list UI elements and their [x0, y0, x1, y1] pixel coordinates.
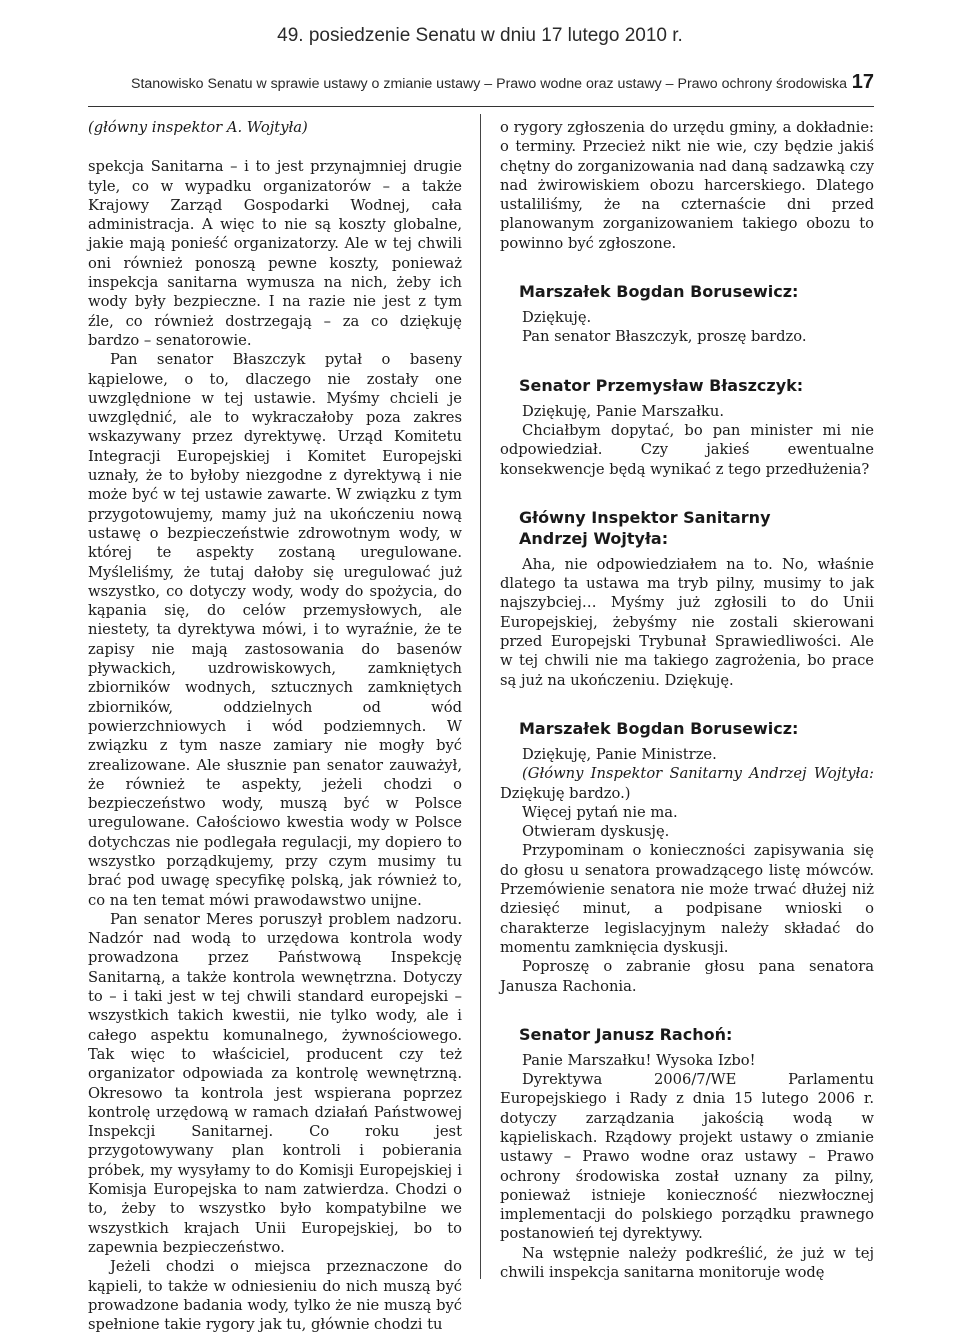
paragraph: Chciałbym dopytać, bo pan minister mi nie odpowiedział. Czy jakieś ewentualne konsekwencje będą wynikać z tego przedłużenia?	[500, 421, 874, 478]
paragraph: Pan senator Błaszczyk pytał o baseny kąpielowe, o to, dlaczego nie zostały one uwzględnione w tej ustawie. Myśmy chcieli je uwzględnić, ale to wykraczałoby poza zakres wskazywany przez dyrektywę. Urząd Komitetu Integracji Europejskiej i Komitet Europejski uznały, że to byłoby niezgodne z dyrektywą i nie może być w tej ustawie zawarte. W związku z tym przygotowujemy, mamy już na ukończeniu nową ustawę o bezpieczeństwie zdrowotnym wody, w której te aspekty zostaną uregulowane. Myśleliśmy, że tutaj dałoby się uregulować już wszystko, co dotyczy wody, wody do spożycia, do kąpania się, do celów przemysłowych, ale niestety, ta dyrektywa mówi, i to wyraźnie, że te zapisy nie mają zastosowania do basenów pływackich, uzdrowiskowych, zamkniętych zbiorników wodnych, sztucznych zamkniętych zbiorników, oddzielnych od wód powierzchniowych i wód podziemnych. W związku z tym nasze zamiary nie mogły być zrealizowane. Ale słusznie pan senator zauważył, że również te aspekty, jeżeli chodzi o bezpieczeństwo wody, muszą być w Polsce uregulowane. Całościowo kwestia wody w Polsce dotychczas nie podlegała regulacji, my dopiero to wszystko porządkujemy, przy czym musimy tu brać pod uwagę specyfikę polską, jak również to, co na ten temat mówi prawodawstwo unijne.	[88, 351, 462, 909]
paragraph: Dziękuję.	[522, 309, 592, 327]
page-number: 17	[851, 71, 874, 93]
speaker-heading: Senator Janusz Rachoń:	[519, 1024, 733, 1044]
session-title: 49. posiedzenie Senatu w dniu 17 lutego 2010 r.	[277, 25, 683, 46]
right-column	[500, 118, 874, 1282]
paragraph: Dziękuję, Panie Ministrze.	[522, 745, 717, 763]
paragraph: Otwieram dyskusję.	[522, 823, 670, 841]
header-divider	[88, 106, 874, 107]
speaker-heading: Marszałek Bogdan Borusewicz:	[519, 718, 799, 738]
paragraph: Jeżeli chodzi o miejsca przeznaczone do kąpieli, to także w odniesieniu do nich muszą być prowadzone badania wody, tylko że nie muszą być spełnione takie rygory jak tu, głównie chodzi tu	[88, 1258, 462, 1334]
speaker-heading	[519, 507, 874, 549]
speaker-heading-line: Główny Inspektor Sanitarny	[519, 507, 771, 527]
interjection-text: Dziękuję bardzo.)	[500, 784, 631, 802]
paragraph: Przypominam o konieczności zapisywania się do głosu u senatora prowadzącego listę mówców. Przemówienie senatora nie może trwać dłużej niż dziesięć minut, a podpisane wnioski o charakterze legislacyjnym należy składać do momentu zamknięcia dyskusji.	[500, 842, 874, 956]
paragraph: Pan senator Meres poruszył problem nadzoru. Nadzór nad wodą to urzędowa kontrola wody prowadzona przez Państwową Inspekcję Sanitarną, a także kontrola wewnętrzna. Dotyczy to – i taki jest w tej chwili standard europejski – wszystkich takich kwestii, nie tylko wody, ale i całego aspektu komunalnego, żywnościowego. Tak więc to właściciel, producent czy też organizator odpowiada za kontrolę wewnętrzną. Okresowo ta kontrola jest wspierana poprzez kontrolę urzędową w ramach działań Państwowej Inspekcji Sanitarnej. Co roku jest przygotowywany plan kontroli i pobierania próbek, my wysyłamy to do Komisji Europejskiej i Komisja Europejska to nam zatwierdza. Chodzi o to, żeby to wszystko było kompatybilne we wszystkich krajach Unii Europejskiej, bo to zapewnia bezpieczeństwo.	[88, 910, 462, 1256]
page-header	[0, 0, 960, 104]
speaker-note: (główny inspektor A. Wojtyła)	[88, 119, 308, 136]
paragraph: o rygory zgłoszenia do urzędu gminy, a dokładnie: o terminy. Przecież nikt nie wie, czy będzie jakiś chętny do zorganizowania nad daną sadzawką czy nad żwirowiskiem obozu harcerskiego. Dlatego ustaliliśmy, że na czternaście dni przed planowanym zorganizowaniem takiego obozu to powinno być zgłoszone.	[500, 119, 874, 252]
speaker-heading: Senator Przemysław Błaszczyk:	[519, 375, 804, 395]
paragraph: spekcja Sanitarna – i to jest przynajmniej drugie tyle, co w wypadku organizatorów – a także Krajowy Zarząd Gospodarki Wodnej, cała administracja. A więc to nie są koszty globalne, jakie mają ponieść organizatorzy. Ale w tej chwili oni również ponoszą pewne koszty, ponieważ inspekcja sanitarna wymusza na nich, żeby ich wody były bezpieczne. I na razie nie jest z tym źle, co również dostrzegają – za co dziękuję bardzo – senatorowie.	[88, 158, 462, 349]
paragraph	[500, 764, 874, 803]
paragraph: Panie Marszałku! Wysoka Izbo!	[522, 1051, 756, 1069]
column-divider	[480, 114, 481, 1279]
paragraph: Pan senator Błaszczyk, proszę bardzo.	[522, 328, 807, 346]
document-subtitle: Stanowisko Senatu w sprawie ustawy o zmianie ustawy – Prawo wodne oraz ustawy – Prawo ochrony środowiska	[131, 76, 848, 92]
speaker-heading: Marszałek Bogdan Borusewicz:	[519, 282, 799, 302]
interjection: (Główny Inspektor Sanitarny Andrzej Wojtyła:	[522, 765, 874, 783]
left-column	[88, 118, 462, 1334]
paragraph: Poproszę o zabranie głosu pana senatora Janusza Rachonia.	[500, 958, 874, 995]
paragraph: Na wstępnie należy podkreślić, że już w tej chwili inspekcja sanitarna monitoruje wodę	[500, 1244, 874, 1282]
paragraph: Dyrektywa 2006/7/WE Parlamentu Europejskiego i Rady z dnia 15 lutego 2006 r. dotyczy zarządzania jakością wodą w kąpieliskach. Rządowy projekt ustawy o zmianie ustawy – Prawo wodne oraz ustawy – Prawo ochrony środowiska został uznany za pilny, ponieważ istnieje konieczność niezwłocznej implementacji do polskiego porządku prawnego postanowień tej dyrektywy.	[500, 1071, 874, 1243]
paragraph: Dziękuję, Panie Marszałku.	[522, 402, 724, 420]
paragraph: Aha, nie odpowiedziałem na to. No, właśnie dlatego ta ustawa ma tryb pilny, musimy to jak najszybciej… Myśmy już zgłosili to do Unii Europejskiej, żebyśmy nie zostali skierowani przed Europejski Trybunał Sprawiedliwości. Ale w tej chwili nie ma takiego zagrożenia, bo prace są już na ukończeniu. Dziękuję.	[500, 555, 874, 689]
speaker-heading-line: Andrzej Wojtyła:	[519, 528, 669, 548]
paragraph: Więcej pytań nie ma.	[522, 803, 678, 821]
